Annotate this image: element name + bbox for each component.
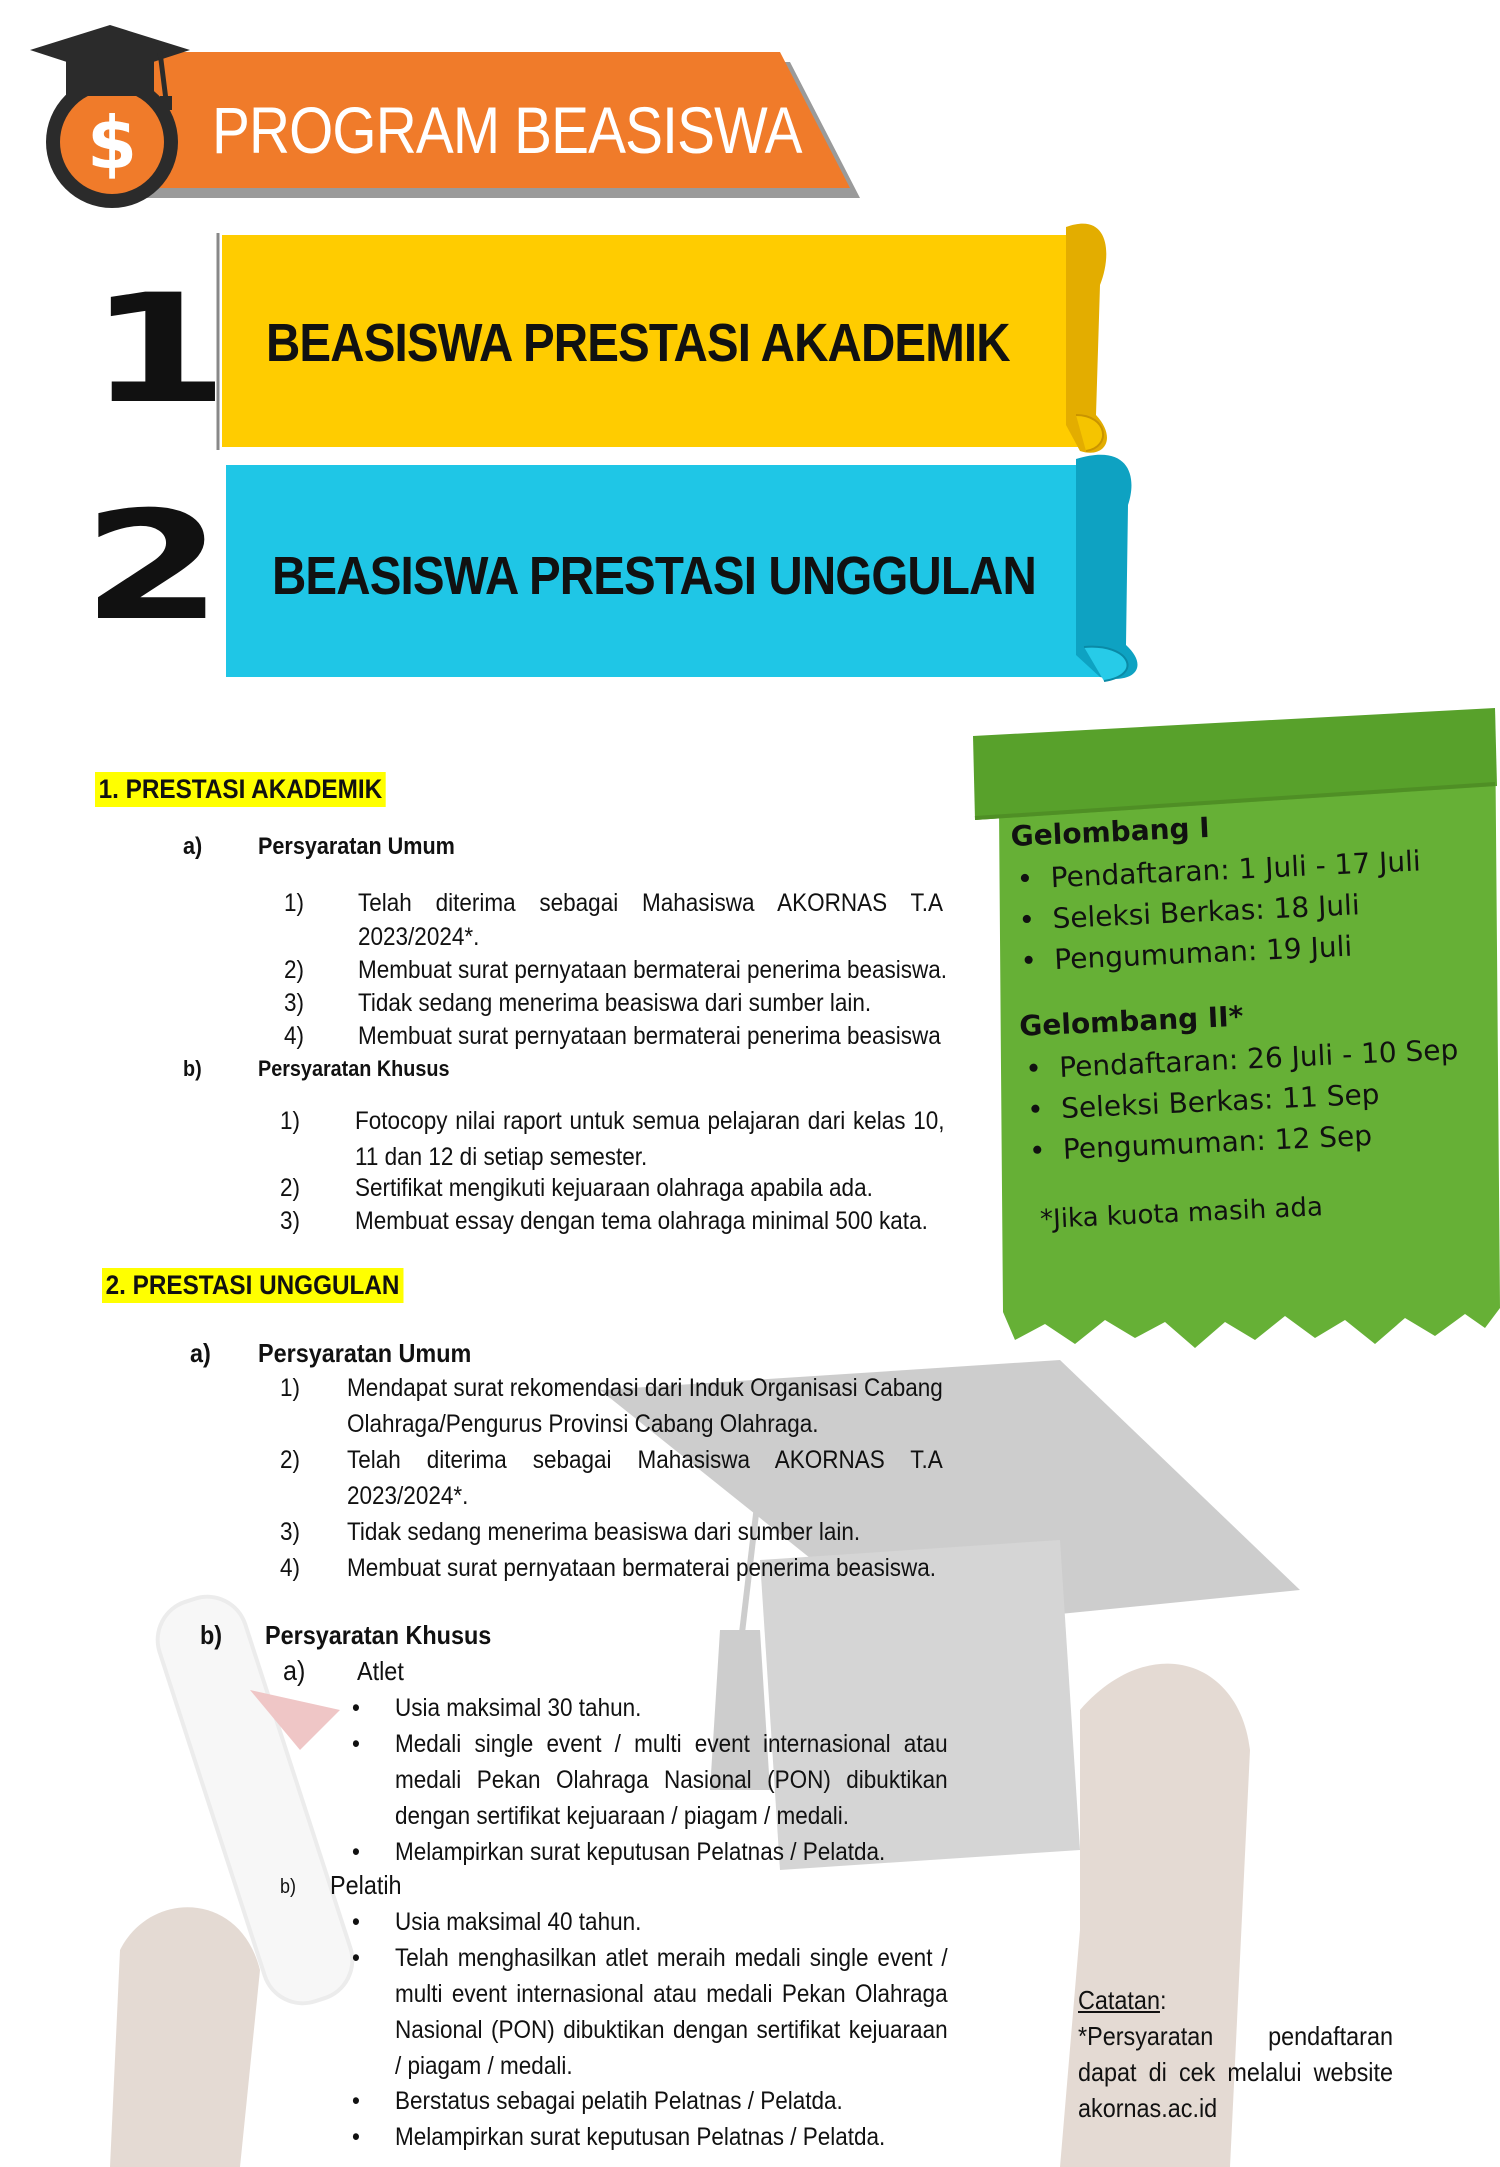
section-1-heading: 1. PRESTASI AKADEMIK <box>95 772 386 807</box>
s2-a-num-1: 1) <box>280 1374 301 1402</box>
list-item: • Seleksi Berkas: 11 Sep <box>1022 1069 1483 1131</box>
wave-2-list <box>1020 1028 1485 1172</box>
quota-note: *Jika kuota masih ada <box>1039 1192 1324 1236</box>
pelatih-item-4: Melampirkan surat keputusan Pelatnas / Pelatda. <box>395 2123 886 2151</box>
s2-a-num-3: 3) <box>280 1518 301 1546</box>
list-item: • Pengumuman: 19 Juli <box>1015 920 1476 982</box>
s1-b-num-1: 1) <box>280 1107 301 1135</box>
list-item: • Pendaftaran: 1 Juli - 17 Juli <box>1012 838 1473 900</box>
s2-b-marker: b) <box>200 1620 223 1650</box>
bullet-icon: • <box>352 1730 360 1758</box>
s2-b-label: Persyaratan Khusus <box>265 1620 492 1650</box>
s1-a-item-2: Membuat surat pernyataan bermaterai penerima beasiswa. <box>358 956 948 984</box>
bullet-icon: • <box>352 1694 360 1722</box>
bullet-icon: • <box>352 1838 360 1866</box>
s2-a-num-2: 2) <box>280 1446 301 1474</box>
s1-a-num-1: 1) <box>284 889 305 917</box>
catatan-label: Catatan <box>1078 1985 1160 2015</box>
pelatih-item-3: Berstatus sebagai pelatih Pelatnas / Pelatda. <box>395 2087 843 2115</box>
bullet-icon: • <box>352 2123 360 2151</box>
atlet-item-2: Medali single event / multi event internasional atau medali Pekan Olahraga Nasional (PON) dibuktikan dengan sertifikat kejuaraan / piagam / medali. <box>395 1730 948 1830</box>
atlet-marker: a) <box>283 1655 306 1686</box>
s1-a-num-3: 3) <box>284 989 305 1017</box>
page-title: PROGRAM BEASISWA <box>212 93 802 167</box>
s1-b-label: Persyaratan Khusus <box>258 1056 450 1081</box>
s1-a-item-1: Telah diterima sebagai Mahasiswa AKORNAS T.A <box>358 889 943 917</box>
atlet-item-1: Usia maksimal 30 tahun. <box>395 1694 642 1722</box>
pelatih-item-2: Telah menghasilkan atlet meraih medali single event / multi event internasional atau medali Pekan Olahraga Nasional (PON) dibuktikan dengan sertifikat kejuaraan / piagam / medali. <box>395 1944 948 2080</box>
pelatih-item-1: Usia maksimal 40 tahun. <box>395 1908 642 1936</box>
s2-a-num-4: 4) <box>280 1554 301 1582</box>
wave-2-title: Gelombang II* <box>1018 999 1245 1043</box>
bullet-icon: • <box>352 2087 360 2115</box>
wave-1-title: Gelombang I <box>1010 810 1211 853</box>
section-2-heading: 2. PRESTASI UNGGULAN <box>102 1268 403 1303</box>
s1-b-item-3: Membuat essay dengan tema olahraga minimal 500 kata. <box>355 1207 928 1235</box>
s1-a-marker: a) <box>183 833 203 860</box>
bullet-icon: • <box>352 1944 360 1972</box>
s2-a-item-2: Telah diterima sebagai Mahasiswa AKORNAS T.A <box>347 1446 943 1474</box>
s2-a-marker: a) <box>190 1338 211 1368</box>
s2-a-item-1: Mendapat surat rekomendasi dari Induk Organisasi Cabang Olahraga/Pengurus Provinsi Cabang Olahraga. <box>347 1374 943 1438</box>
ribbon-2-title: BEASISWA PRESTASI UNGGULAN <box>272 546 1036 606</box>
pelatih-marker: b) <box>280 1876 297 1898</box>
ribbon-1-title: BEASISWA PRESTASI AKADEMIK <box>266 313 1010 373</box>
s1-a-item-3: Tidak sedang menerima beasiswa dari sumber lain. <box>358 989 872 1017</box>
s1-b-marker: b) <box>183 1056 202 1081</box>
svg-text:$: $ <box>86 101 138 185</box>
atlet-label: Atlet <box>357 1656 404 1686</box>
bullet-icon: • <box>352 1908 360 1936</box>
s2-a-label: Persyaratan Umum <box>258 1338 472 1368</box>
ribbon-2-number: 2 <box>82 480 223 654</box>
s1-a-num-4: 4) <box>284 1022 305 1050</box>
catatan-colon: : <box>1159 1985 1167 2015</box>
s1-b-num-3: 3) <box>280 1207 301 1235</box>
catatan-note <box>1078 1982 1393 2126</box>
ribbon-1-number: 1 <box>88 263 229 437</box>
s2-a-item-4: Membuat surat pernyataan bermaterai penerima beasiswa. <box>347 1554 937 1582</box>
s2-a-item-2-cont: 2023/2024*. <box>347 1482 469 1510</box>
catatan-text: *Persyaratan pendaftaran dapat di cek melalui website akornas.ac.id <box>1078 2021 1393 2123</box>
list-item: • Seleksi Berkas: 18 Juli <box>1014 879 1475 941</box>
ribbon-2-scroll <box>1076 455 1137 679</box>
s1-b-item-1: Fotocopy nilai raport untuk semua pelajaran dari kelas 10, 11 dan 12 di setiap semester. <box>355 1107 945 1171</box>
s2-a-item-3: Tidak sedang menerima beasiswa dari sumber lain. <box>347 1518 861 1546</box>
list-item: • Pendaftaran: 26 Juli - 10 Sep <box>1020 1028 1481 1090</box>
schedule-note <box>1010 799 1488 1235</box>
atlet-item-3: Melampirkan surat keputusan Pelatnas / Pelatda. <box>395 1838 886 1866</box>
list-item: • Pengumuman: 12 Sep <box>1024 1110 1485 1172</box>
s1-a-label: Persyaratan Umum <box>258 833 455 860</box>
s1-a-item-4: Membuat surat pernyataan bermaterai penerima beasiswa <box>358 1022 941 1050</box>
pelatih-label: Pelatih <box>330 1870 402 1900</box>
s1-a-num-2: 2) <box>284 956 305 984</box>
s1-b-item-2: Sertifikat mengikuti kejuaraan olahraga apabila ada. <box>355 1174 873 1202</box>
s1-b-num-2: 2) <box>280 1174 301 1202</box>
s1-a-item-1-cont: 2023/2024*. <box>358 923 480 951</box>
wave-1-list <box>1012 838 1477 982</box>
